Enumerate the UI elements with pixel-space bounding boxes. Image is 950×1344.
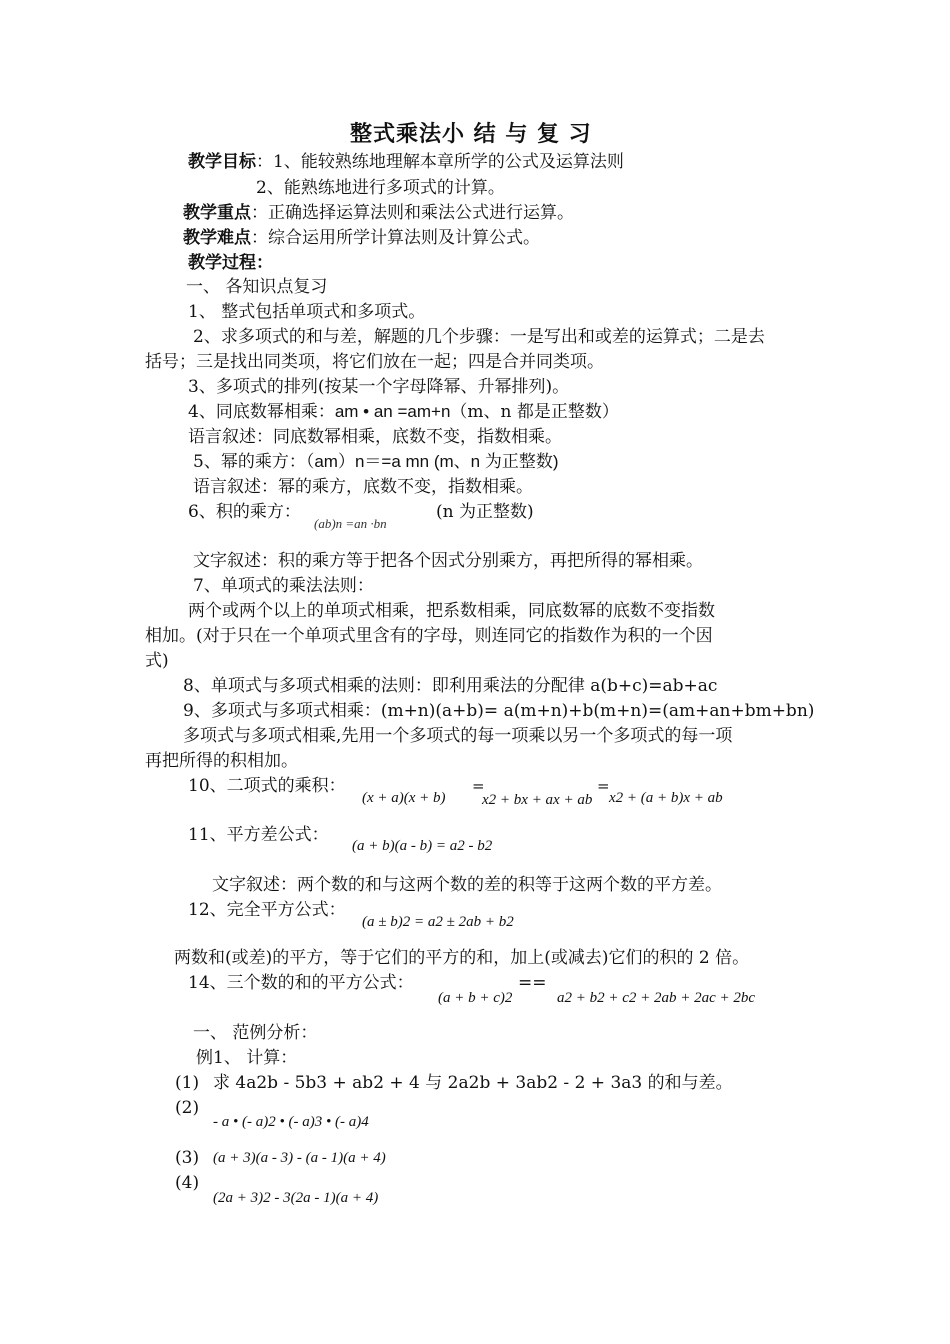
question-3-number: (3)	[175, 1148, 200, 1168]
difficulty-line: 教学难点：综合运用所学计算法则及计算公式。	[183, 228, 540, 248]
point-2-line-2: 括号；三是找出同类项，将它们放在一起；四是合并同类项。	[145, 352, 604, 372]
point-6-statement: 文字叙述：积的乘方等于把各个因式分别乘方，再把所得的幂相乘。	[193, 551, 703, 571]
point-7-line-2: 相加。(对于只在一个单项式里含有的字母，则连同它的指数作为积的一个因	[145, 626, 713, 646]
point-12: 12、完全平方公式：	[188, 900, 346, 920]
equals-sign: =	[472, 777, 485, 795]
point-2-line-1: 2、求多项式的和与差，解题的几个步骤：一是写出和或差的运算式；二是去	[193, 327, 765, 347]
focus-text: 正确选择运算法则和乘法公式进行运算。	[268, 203, 574, 223]
goal-1: 1、能较熟练地理解本章所学的公式及运算法则	[273, 152, 624, 172]
equals-sign: =	[597, 777, 610, 795]
goals-label: 教学目标	[188, 152, 256, 172]
difficulty-text: 综合运用所学计算法则及计算公式。	[268, 228, 540, 248]
section-examples: 一、 范例分析：	[193, 1023, 318, 1043]
focus-label: 教学重点	[183, 203, 251, 223]
point-9-line-2: 再把所得的积相加。	[145, 751, 298, 771]
binomial-product-left: (x + a)(x + b)	[362, 790, 446, 806]
trinomial-square-expanded: a2 + b2 + c2 + 2ab + 2ac + 2bc	[557, 990, 756, 1006]
focus-line: 教学重点：正确选择运算法则和乘法公式进行运算。	[183, 203, 574, 223]
trinomial-square-left: (a + b + c)2	[438, 990, 513, 1006]
point-7-line-3: 式)	[145, 651, 169, 671]
perfect-square-formula: (a ± b)2 = a2 ± 2ab + b2	[362, 914, 514, 930]
colon: ：	[256, 152, 273, 172]
question-2-number: (2)	[175, 1098, 200, 1118]
point-5: 5、幂的乘方：（am）n＝=a mn (m、n 为正整数)	[193, 452, 559, 472]
question-1-text: 求 4a2b - 5b3 + ab2 + 4 与 2a2b + 3ab2 - 2 + 3a3 的和与差。	[213, 1073, 733, 1093]
page-title: 整式乘法小 结 与 复 习	[350, 121, 592, 147]
question-4-formula: (2a + 3)2 - 3(2a - 1)(a + 4)	[213, 1190, 379, 1206]
point-7: 7、单项式的乘法法则：	[193, 576, 374, 596]
point-4-statement: 语言叙述：同底数幂相乘，底数不变，指数相乘。	[188, 427, 562, 447]
point-7-line-1: 两个或两个以上的单项式相乘，把系数相乘，同底数幂的底数不变指数	[188, 601, 715, 621]
point-3: 3、多项式的排列(按某一个字母降幂、升幂排列)。	[188, 377, 570, 397]
section-review: 一、 各知识点复习	[186, 277, 328, 297]
power-of-power-formula: （am）n＝=a mn (m、n 为正整数)	[305, 452, 559, 471]
point-6-note: (n 为正整数)	[436, 502, 534, 522]
double-equals-sign: ==	[518, 973, 547, 993]
point-9-line-1: 多项式与多项式相乘,先用一个多项式的每一项乘以另一个多项式的每一项	[183, 726, 733, 746]
question-2-formula: - a • (- a)2 • (- a)3 • (- a)4	[213, 1114, 369, 1130]
point-8: 8、单项式与多项式相乘的法则：即利用乘法的分配律 a(b+c)=ab+ac	[183, 676, 718, 696]
point-9: 9、多项式与多项式相乘：(m+n)(a+b)= a(m+n)+b(m+n)=(am+an+bm+bn)	[183, 701, 815, 721]
point-11-statement: 文字叙述：两个数的和与这两个数的差的积等于这两个数的平方差。	[212, 875, 722, 895]
power-product-formula: am • an =am+n	[334, 402, 451, 421]
goals-line-1	[188, 150, 624, 174]
point-10: 10、二项式的乘积：	[188, 776, 346, 796]
question-3-formula: (a + 3)(a - 3) - (a - 1)(a + 4)	[213, 1150, 386, 1166]
process-label: 教学过程：	[188, 253, 273, 273]
goal-2: 2、能熟练地进行多项式的计算。	[256, 178, 505, 198]
question-4-number: (4)	[175, 1173, 200, 1193]
point-5-statement: 语言叙述：幂的乘方，底数不变，指数相乘。	[193, 477, 533, 497]
example-1-heading: 例1、 计算：	[196, 1048, 298, 1068]
point-4: 4、同底数幂相乘：am • an =am+n（m、n 都是正整数）	[188, 402, 619, 422]
binomial-product-combined: x2 + (a + b)x + ab	[609, 790, 723, 806]
point-6: 6、积的乘方：	[188, 502, 301, 522]
point-12-statement: 两数和(或差)的平方，等于它们的平方的和，加上(或减去)它们的积的 2 倍。	[174, 948, 750, 968]
difference-of-squares-formula: (a + b)(a - b) = a2 - b2	[352, 838, 493, 854]
point-14: 14、三个数的和的平方公式：	[188, 973, 414, 993]
point-11: 11、平方差公式：	[188, 825, 329, 845]
binomial-product-expanded: x2 + bx + ax + ab	[482, 792, 593, 808]
point-1: 1、 整式包括单项式和多项式。	[188, 302, 426, 322]
product-power-formula: (ab)n =an ·bn	[314, 516, 387, 531]
difficulty-label: 教学难点	[183, 228, 251, 248]
question-1-number: (1)	[175, 1073, 200, 1093]
